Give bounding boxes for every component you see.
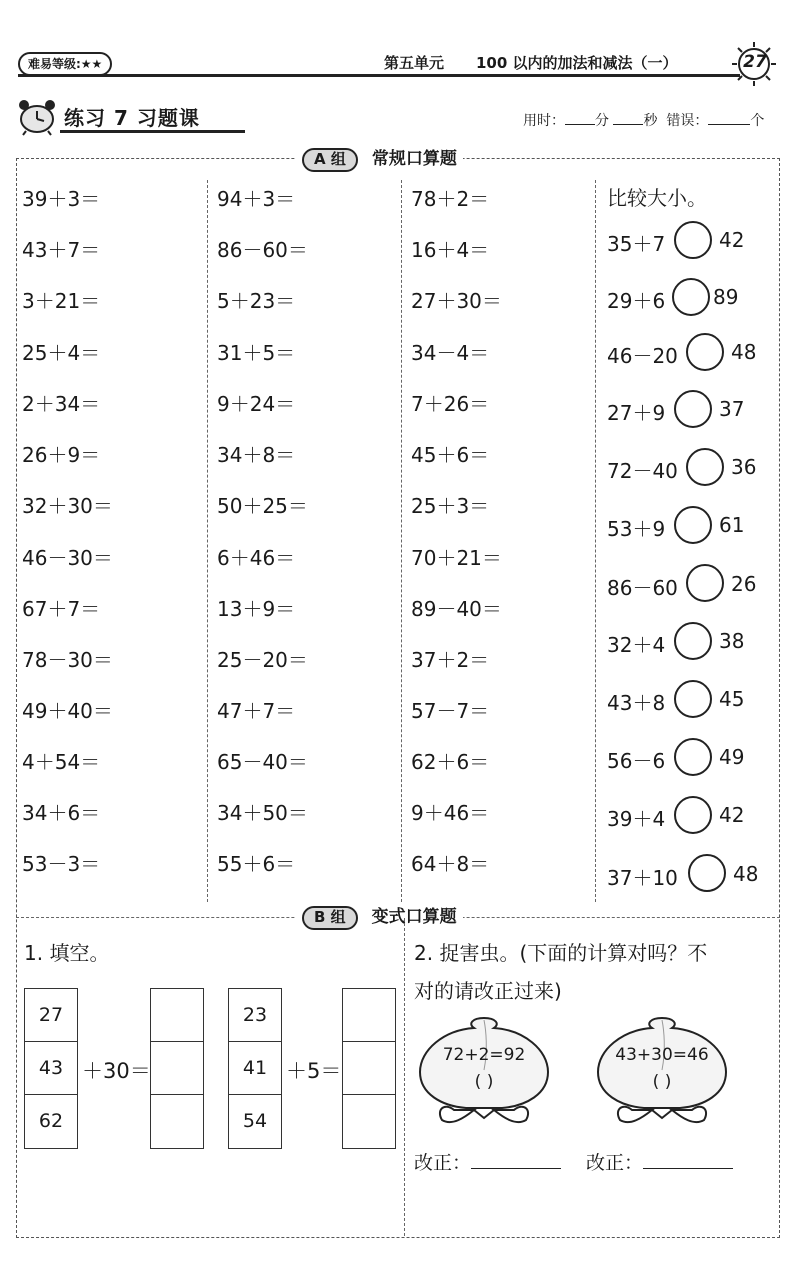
compare-answer-circle-8[interactable] <box>674 622 712 660</box>
compare-right-1: 42 <box>719 228 745 252</box>
compare-answer-circle-10[interactable] <box>674 738 712 776</box>
problem-c2-r8: 6＋46＝ <box>217 546 296 570</box>
problem-c3-r2: 16＋4＝ <box>411 238 490 262</box>
unit-subtitle: 100 以内的加法和减法（一） <box>476 54 678 72</box>
compare-left-4: 27＋9 <box>607 401 666 425</box>
problem-c3-r11: 57－7＝ <box>411 699 490 723</box>
difficulty-badge: 难易等级:★★ <box>18 52 112 76</box>
fill-group2-answer-2[interactable] <box>343 1042 395 1095</box>
problem-c1-r8: 46－30＝ <box>22 546 113 570</box>
compare-right-7: 26 <box>731 572 757 596</box>
alarm-clock-icon <box>16 98 58 136</box>
fill-group2-answers <box>342 988 396 1149</box>
fill-group2-inputs <box>228 988 282 1149</box>
section-b-column-divider <box>404 918 405 1236</box>
compare-answer-circle-12[interactable] <box>688 854 726 892</box>
compare-left-2: 29＋6 <box>607 289 666 313</box>
lesson-title: 练习 7 习题课 <box>64 106 200 130</box>
problem-c3-r1: 78＋2＝ <box>411 187 490 211</box>
compare-left-1: 35＋7 <box>607 232 666 256</box>
compare-right-10: 49 <box>719 745 745 769</box>
count-label: 个 <box>750 113 765 129</box>
problem-c3-r13: 9＋46＝ <box>411 801 490 825</box>
compare-answer-circle-3[interactable] <box>686 333 724 371</box>
compare-answer-circle-11[interactable] <box>674 796 712 834</box>
column-divider-1 <box>207 180 208 902</box>
header-rule <box>18 74 740 77</box>
problem-c3-r14: 64＋8＝ <box>411 852 490 876</box>
column-divider-2 <box>401 180 402 902</box>
peach-1-icon <box>414 1010 554 1130</box>
fill-group1-answers <box>150 988 204 1149</box>
compare-left-3: 46－20 <box>607 344 678 368</box>
compare-answer-circle-6[interactable] <box>674 506 712 544</box>
fill-group2-value-3: 54 <box>242 1110 268 1132</box>
fill-group1-answer-1[interactable] <box>151 989 203 1042</box>
bugs-heading-line2: 对的请改正过来) <box>414 979 562 1003</box>
correction-2-blank[interactable] <box>643 1150 733 1169</box>
compare-left-8: 32＋4 <box>607 633 666 657</box>
correction-2 <box>586 1148 733 1175</box>
fill-group1-operator: ＋30＝ <box>82 1059 151 1083</box>
problem-c1-r13: 34＋6＝ <box>22 801 101 825</box>
unit-title: 第五单元 <box>384 54 445 72</box>
section-a-heading <box>296 148 463 170</box>
peach-2-icon <box>592 1010 732 1130</box>
fill-group1-answer-2[interactable] <box>151 1042 203 1095</box>
compare-left-7: 86－60 <box>607 576 678 600</box>
problem-c2-r11: 47＋7＝ <box>217 699 296 723</box>
problem-c2-r3: 5＋23＝ <box>217 289 296 313</box>
section-a-title: 常规口算题 <box>371 149 457 169</box>
peach-2-answer-paren[interactable]: ( ) <box>652 1072 672 1092</box>
problem-c3-r7: 25＋3＝ <box>411 494 490 518</box>
correction-1 <box>414 1148 561 1175</box>
problem-c1-r9: 67＋7＝ <box>22 597 101 621</box>
compare-right-8: 38 <box>719 629 745 653</box>
peach-2-expression: 43+30=46 <box>615 1045 709 1065</box>
problem-c1-r3: 3＋21＝ <box>22 289 101 313</box>
problem-c2-r5: 9＋24＝ <box>217 392 296 416</box>
peach-1-answer-paren[interactable]: ( ) <box>474 1072 494 1092</box>
compare-left-11: 39＋4 <box>607 807 666 831</box>
section-a-tag: A 组 <box>302 148 358 172</box>
problem-c2-r12: 65－40＝ <box>217 750 308 774</box>
fill-group2-value-2: 41 <box>229 1042 281 1095</box>
errors-blank[interactable] <box>708 110 750 125</box>
problem-c2-r4: 31＋5＝ <box>217 341 296 365</box>
compare-answer-circle-1[interactable] <box>674 221 712 259</box>
column-divider-3 <box>595 180 596 902</box>
compare-right-11: 42 <box>719 803 745 827</box>
fill-heading: 1. 填空。 <box>24 941 110 965</box>
problem-c2-r14: 55＋6＝ <box>217 852 296 876</box>
fill-group2-operator: ＋5＝ <box>286 1059 342 1083</box>
problem-c2-r1: 94＋3＝ <box>217 187 296 211</box>
correction-1-blank[interactable] <box>471 1150 561 1169</box>
problem-c3-r8: 70＋21＝ <box>411 546 502 570</box>
compare-left-12: 37＋10 <box>607 866 678 890</box>
problem-c3-r9: 89－40＝ <box>411 597 502 621</box>
problem-c3-r6: 45＋6＝ <box>411 443 490 467</box>
compare-right-9: 45 <box>719 687 745 711</box>
problem-c2-r10: 25－20＝ <box>217 648 308 672</box>
error-label: 错误： <box>666 113 709 129</box>
fill-group1-value-3: 62 <box>38 1110 64 1132</box>
compare-right-5: 36 <box>731 455 757 479</box>
minute-label: 分 <box>595 113 609 129</box>
problem-c2-r7: 50＋25＝ <box>217 494 308 518</box>
problem-c3-r10: 37＋2＝ <box>411 648 490 672</box>
time-label: 用时： <box>523 113 565 129</box>
problem-c1-r10: 78－30＝ <box>22 648 113 672</box>
section-b-title: 变式口算题 <box>371 907 457 927</box>
problem-c1-r11: 49＋40＝ <box>22 699 113 723</box>
problem-c2-r9: 13＋9＝ <box>217 597 296 621</box>
problem-c1-r6: 26＋9＝ <box>22 443 101 467</box>
peach-1-expression: 72+2=92 <box>442 1045 526 1065</box>
timing-row <box>523 110 764 130</box>
compare-right-3: 48 <box>731 340 757 364</box>
fill-group1-inputs <box>24 988 78 1149</box>
title-underline <box>60 130 245 133</box>
minutes-blank[interactable] <box>565 110 595 125</box>
section-b-tag: B 组 <box>302 906 358 930</box>
section-b-heading <box>296 906 463 928</box>
problem-c1-r2: 43＋7＝ <box>22 238 101 262</box>
fill-group2-answer-3[interactable] <box>343 1095 395 1148</box>
problem-c1-r1: 39＋3＝ <box>22 187 101 211</box>
problem-c1-r12: 4＋54＝ <box>22 750 101 774</box>
problem-c1-r7: 32＋30＝ <box>22 494 113 518</box>
correction-1-label: 改正： <box>414 1152 472 1174</box>
compare-right-4: 37 <box>719 397 745 421</box>
problem-c3-r3: 27＋30＝ <box>411 289 502 313</box>
compare-answer-circle-7[interactable] <box>686 564 724 602</box>
compare-left-10: 56－6 <box>607 749 666 773</box>
fill-group1-answer-3[interactable] <box>151 1095 203 1148</box>
second-label: 秒 <box>643 113 658 129</box>
problem-c1-r5: 2＋34＝ <box>22 392 101 416</box>
correction-2-label: 改正： <box>586 1152 644 1174</box>
page-number: 27 <box>743 52 767 72</box>
fill-group1-value-1: 27 <box>25 989 77 1042</box>
bugs-heading-line1: 2. 捉害虫。(下面的计算对吗？不 <box>414 941 708 965</box>
problem-c2-r6: 34＋8＝ <box>217 443 296 467</box>
compare-right-6: 61 <box>719 513 745 537</box>
fill-group2-value-1: 23 <box>229 989 281 1042</box>
problem-c1-r4: 25＋4＝ <box>22 341 101 365</box>
problem-c3-r4: 34－4＝ <box>411 341 490 365</box>
compare-title: 比较大小。 <box>607 186 707 210</box>
compare-left-9: 43＋8 <box>607 691 666 715</box>
compare-answer-circle-4[interactable] <box>674 390 712 428</box>
compare-left-6: 53＋9 <box>607 517 666 541</box>
compare-answer-circle-5[interactable] <box>686 448 724 486</box>
problem-c3-r5: 7＋26＝ <box>411 392 490 416</box>
problem-c3-r12: 62＋6＝ <box>411 750 490 774</box>
compare-answer-circle-9[interactable] <box>674 680 712 718</box>
problem-c2-r13: 34＋50＝ <box>217 801 308 825</box>
compare-left-5: 72－40 <box>607 459 678 483</box>
compare-right-2: 89 <box>713 285 739 309</box>
problem-c2-r2: 86－60＝ <box>217 238 308 262</box>
fill-group1-value-2: 43 <box>25 1042 77 1095</box>
compare-answer-circle-2[interactable] <box>672 278 710 316</box>
compare-right-12: 48 <box>733 862 759 886</box>
seconds-blank[interactable] <box>613 110 643 125</box>
problem-c1-r14: 53－3＝ <box>22 852 101 876</box>
fill-group2-answer-1[interactable] <box>343 989 395 1042</box>
